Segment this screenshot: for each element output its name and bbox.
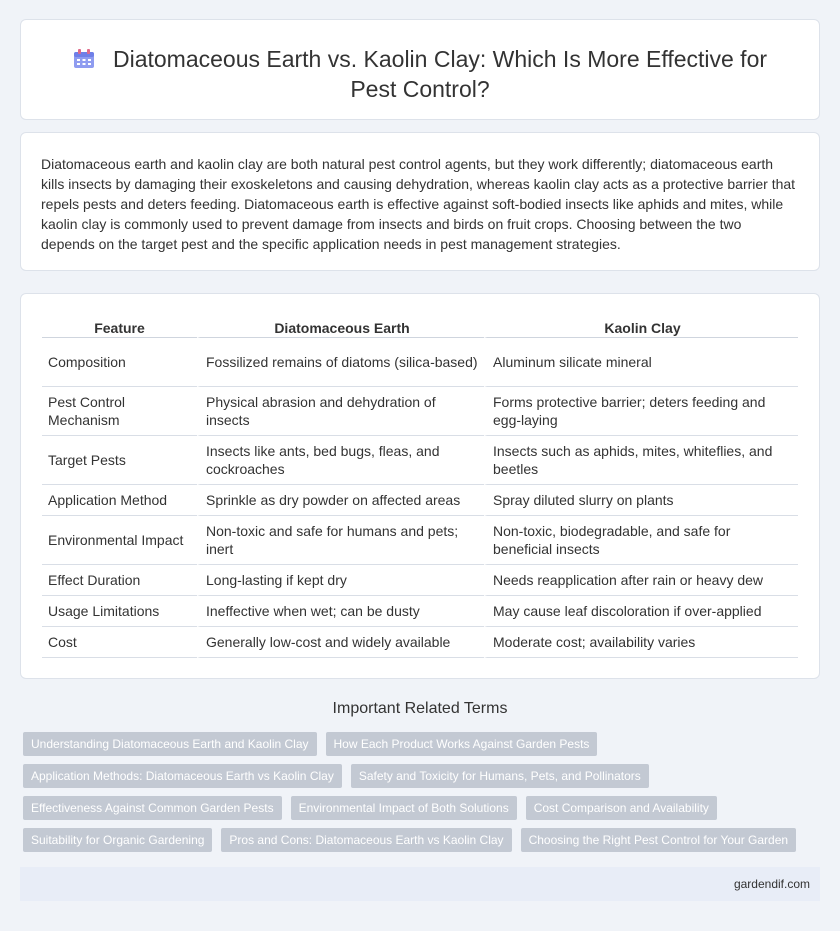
table-cell-feature: Cost — [42, 627, 197, 658]
table-row — [42, 338, 798, 387]
table-cell-feature: Effect Duration — [42, 565, 197, 596]
related-term-tag[interactable]: Cost Comparison and Availability — [526, 796, 717, 820]
footer-site-name[interactable]: gardendif.com — [733, 877, 810, 891]
table-cell-kaolin-clay: Aluminum silicate mineral — [484, 338, 798, 387]
table-cell-kaolin-clay: Spray diluted slurry on plants — [484, 485, 798, 516]
intro-card — [20, 132, 820, 271]
related-terms-heading: Important Related Terms — [332, 700, 508, 717]
table-cell-diatomaceous-earth: Generally low-cost and widely available — [197, 627, 484, 658]
table-cell-kaolin-clay: Moderate cost; availability varies — [484, 627, 798, 658]
table-cell-feature: Usage Limitations — [42, 596, 197, 627]
header-kaolin-clay: Kaolin Clay — [484, 315, 798, 338]
intro-paragraph: Diatomaceous earth and kaolin clay are both natural pest control agents, but they work differently; diatomaceous earth kills insects by damaging their exoskeletons and causing dehydration, whereas kaolin clay acts as a protective barrier that repels pests and deters feeding. Diatomaceous earth is effective against soft-bodied insects like aphids and mites, while kaolin clay is commonly used to prevent damage from insects and birds on fruit crops. Choosing between the two depends on the target pest and the specific application needs in pest management strategies. — [41, 156, 796, 252]
table-cell-diatomaceous-earth: Ineffective when wet; can be dusty — [197, 596, 484, 627]
table-cell-kaolin-clay: Insects such as aphids, mites, whiteflies, and beetles — [484, 436, 798, 485]
related-term-tag[interactable]: Choosing the Right Pest Control for Your Garden — [521, 828, 797, 852]
calendar-icon — [73, 46, 95, 66]
table-row — [42, 627, 798, 658]
table-cell-feature: Target Pests — [42, 436, 197, 485]
table-row — [42, 387, 798, 436]
page-title-wrapper — [21, 44, 819, 104]
table-row — [42, 436, 798, 485]
related-term-tag[interactable]: Suitability for Organic Gardening — [23, 828, 212, 852]
table-cell-kaolin-clay: Non-toxic, biodegradable, and safe for beneficial insects — [484, 516, 798, 565]
table-cell-diatomaceous-earth: Long-lasting if kept dry — [197, 565, 484, 596]
table-row — [42, 516, 798, 565]
related-term-tag[interactable]: Effectiveness Against Common Garden Pests — [23, 796, 282, 820]
title-card — [20, 19, 820, 120]
table-cell-diatomaceous-earth: Non-toxic and safe for humans and pets; inert — [197, 516, 484, 565]
table-cell-kaolin-clay: May cause leaf discoloration if over-applied — [484, 596, 798, 627]
table-cell-diatomaceous-earth: Insects like ants, bed bugs, fleas, and cockroaches — [197, 436, 484, 485]
table-header-row — [42, 315, 798, 338]
related-term-tag[interactable]: Safety and Toxicity for Humans, Pets, and Pollinators — [351, 764, 649, 788]
related-term-tag[interactable]: How Each Product Works Against Garden Pests — [326, 732, 598, 756]
comparison-table — [42, 315, 798, 658]
footer — [20, 867, 820, 901]
table-cell-feature: Composition — [42, 338, 197, 387]
table-cell-kaolin-clay: Forms protective barrier; deters feeding and egg-laying — [484, 387, 798, 436]
table-cell-feature: Application Method — [42, 485, 197, 516]
related-terms-list — [23, 732, 813, 852]
related-term-tag[interactable]: Environmental Impact of Both Solutions — [291, 796, 517, 820]
table-row — [42, 565, 798, 596]
table-cell-feature: Environmental Impact — [42, 516, 197, 565]
header-feature: Feature — [42, 315, 197, 338]
table-cell-diatomaceous-earth: Sprinkle as dry powder on affected areas — [197, 485, 484, 516]
table-cell-feature: Pest Control Mechanism — [42, 387, 197, 436]
related-term-tag[interactable]: Application Methods: Diatomaceous Earth vs Kaolin Clay — [23, 764, 342, 788]
related-term-tag[interactable]: Pros and Cons: Diatomaceous Earth vs Kaolin Clay — [221, 828, 511, 852]
table-cell-diatomaceous-earth: Physical abrasion and dehydration of insects — [197, 387, 484, 436]
header-diatomaceous-earth: Diatomaceous Earth — [197, 315, 484, 338]
table-row — [42, 596, 798, 627]
table-cell-diatomaceous-earth: Fossilized remains of diatoms (silica-based) — [197, 338, 484, 387]
page-title: Diatomaceous Earth vs. Kaolin Clay: Which Is More Effective for Pest Control? — [112, 46, 768, 102]
related-term-tag[interactable]: Understanding Diatomaceous Earth and Kaolin Clay — [23, 732, 317, 756]
table-row — [42, 485, 798, 516]
table-cell-kaolin-clay: Needs reapplication after rain or heavy dew — [484, 565, 798, 596]
